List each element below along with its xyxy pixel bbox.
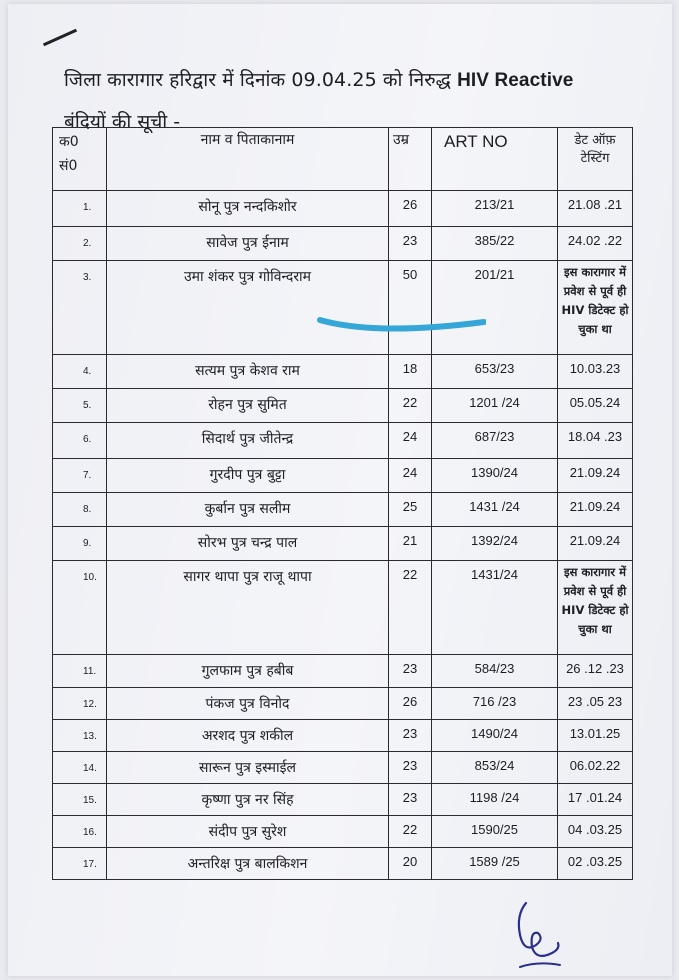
table-row bbox=[53, 848, 633, 880]
art-number-cell: 1198 /24 bbox=[432, 784, 558, 816]
table-row bbox=[53, 784, 633, 816]
art-number-cell: 1589 /25 bbox=[432, 848, 558, 880]
age-cell: 21 bbox=[389, 527, 432, 561]
serial-number-cell: 1. bbox=[53, 191, 107, 227]
name-cell: सिदार्थ पुत्र जीतेन्द्र bbox=[107, 423, 389, 459]
age-cell: 18 bbox=[389, 355, 432, 389]
name-cell: उमा शंकर पुत्र गोविन्दराम bbox=[107, 261, 389, 355]
table-row bbox=[53, 423, 633, 459]
table-body bbox=[53, 191, 633, 880]
art-number-cell: 1392/24 bbox=[432, 527, 558, 561]
testing-date-cell: 13.01.25 bbox=[558, 720, 633, 752]
age-cell: 23 bbox=[389, 784, 432, 816]
art-number-cell: 1201 /24 bbox=[432, 389, 558, 423]
name-cell: कुर्बान पुत्र सलीम bbox=[107, 493, 389, 527]
header-date-of-testing: डेट ऑफ़ टेस्टिंग bbox=[558, 128, 633, 191]
title-hindi-text: जिला कारागार हरिद्वार में दिनांक 09.04.25 को निरुद्ध bbox=[64, 69, 451, 91]
age-cell: 50 bbox=[389, 261, 432, 355]
age-cell: 23 bbox=[389, 227, 432, 261]
name-cell: रोहन पुत्र सुमित bbox=[107, 389, 389, 423]
table-row bbox=[53, 752, 633, 784]
art-number-cell: 385/22 bbox=[432, 227, 558, 261]
inmate-list-table bbox=[52, 127, 633, 880]
serial-number-cell: 6. bbox=[53, 423, 107, 459]
testing-date-cell: 10.03.23 bbox=[558, 355, 633, 389]
art-number-cell: 653/23 bbox=[432, 355, 558, 389]
art-number-cell: 1490/24 bbox=[432, 720, 558, 752]
art-number-cell: 1390/24 bbox=[432, 459, 558, 493]
table-row bbox=[53, 561, 633, 655]
table-row bbox=[53, 655, 633, 688]
blue-highlighter-stroke-icon bbox=[316, 310, 486, 340]
serial-number-cell: 9. bbox=[53, 527, 107, 561]
document-title-line-2: बंदियों की सूची - bbox=[64, 111, 181, 133]
table-row bbox=[53, 493, 633, 527]
testing-date-cell: 04 .03.25 bbox=[558, 816, 633, 848]
table-row bbox=[53, 688, 633, 720]
handwritten-signature-icon bbox=[508, 895, 568, 975]
testing-note-cell: इस कारागार में प्रवेश से पूर्व ही HIV डिटेक्ट हो चुका था bbox=[558, 261, 633, 355]
serial-number-cell: 2. bbox=[53, 227, 107, 261]
age-cell: 25 bbox=[389, 493, 432, 527]
art-number-cell: 716 /23 bbox=[432, 688, 558, 720]
name-cell: कृष्णा पुत्र नर सिंह bbox=[107, 784, 389, 816]
age-cell: 22 bbox=[389, 389, 432, 423]
art-number-cell: 1431/24 bbox=[432, 561, 558, 655]
age-cell: 24 bbox=[389, 459, 432, 493]
header-age: उम्र bbox=[389, 128, 432, 191]
testing-date-cell: 26 .12 .23 bbox=[558, 655, 633, 688]
serial-number-cell: 16. bbox=[53, 816, 107, 848]
name-cell: पंकज पुत्र विनोद bbox=[107, 688, 389, 720]
name-cell: गुलफाम पुत्र हबीब bbox=[107, 655, 389, 688]
age-cell: 20 bbox=[389, 848, 432, 880]
name-cell: संदीप पुत्र सुरेश bbox=[107, 816, 389, 848]
testing-date-cell: 02 .03.25 bbox=[558, 848, 633, 880]
name-cell: सोरभ पुत्र चन्द्र पाल bbox=[107, 527, 389, 561]
table-row bbox=[53, 261, 633, 355]
testing-date-cell: 17 .01.24 bbox=[558, 784, 633, 816]
name-cell: गुरदीप पुत्र बुट्टा bbox=[107, 459, 389, 493]
table-row bbox=[53, 527, 633, 561]
serial-number-cell: 13. bbox=[53, 720, 107, 752]
age-cell: 23 bbox=[389, 752, 432, 784]
title-english-text: HIV Reactive bbox=[457, 70, 574, 91]
art-number-cell: 584/23 bbox=[432, 655, 558, 688]
header-name: नाम व पिताकानाम bbox=[107, 128, 389, 191]
table-row bbox=[53, 355, 633, 389]
serial-number-cell: 15. bbox=[53, 784, 107, 816]
name-cell: सत्यम पुत्र केशव राम bbox=[107, 355, 389, 389]
age-cell: 24 bbox=[389, 423, 432, 459]
age-cell: 23 bbox=[389, 655, 432, 688]
age-cell: 22 bbox=[389, 816, 432, 848]
testing-date-cell: 23 .05 23 bbox=[558, 688, 633, 720]
testing-date-cell: 06.02.22 bbox=[558, 752, 633, 784]
testing-date-cell: 21.09.24 bbox=[558, 493, 633, 527]
serial-number-cell: 4. bbox=[53, 355, 107, 389]
table-row bbox=[53, 816, 633, 848]
testing-date-cell: 21.09.24 bbox=[558, 527, 633, 561]
serial-number-cell: 8. bbox=[53, 493, 107, 527]
serial-number-cell: 3. bbox=[53, 261, 107, 355]
serial-number-cell: 11. bbox=[53, 655, 107, 688]
document-title-line-1 bbox=[64, 66, 573, 92]
serial-number-cell: 17. bbox=[53, 848, 107, 880]
table-row bbox=[53, 459, 633, 493]
art-number-cell: 687/23 bbox=[432, 423, 558, 459]
name-cell: सागर थापा पुत्र राजू थापा bbox=[107, 561, 389, 655]
serial-number-cell: 12. bbox=[53, 688, 107, 720]
table-header-row bbox=[53, 128, 633, 191]
art-number-cell: 201/21 bbox=[432, 261, 558, 355]
table-row bbox=[53, 720, 633, 752]
name-cell: सावेज पुत्र ईनाम bbox=[107, 227, 389, 261]
testing-date-cell: 24.02 .22 bbox=[558, 227, 633, 261]
age-cell: 22 bbox=[389, 561, 432, 655]
table-row bbox=[53, 389, 633, 423]
name-cell: सोनू पुत्र नन्दकिशोर bbox=[107, 191, 389, 227]
art-number-cell: 1431 /24 bbox=[432, 493, 558, 527]
testing-date-cell: 05.05.24 bbox=[558, 389, 633, 423]
art-number-cell: 853/24 bbox=[432, 752, 558, 784]
testing-note-cell: इस कारागार में प्रवेश से पूर्व ही HIV डिटेक्ट हो चुका था bbox=[558, 561, 633, 655]
name-cell: अरशद पुत्र शकील bbox=[107, 720, 389, 752]
serial-number-cell: 14. bbox=[53, 752, 107, 784]
header-serial-line-2: सं0 bbox=[59, 158, 78, 174]
table-row bbox=[53, 191, 633, 227]
name-cell: अन्तरिक्ष पुत्र बालकिशन bbox=[107, 848, 389, 880]
header-serial-number bbox=[53, 128, 107, 191]
age-cell: 23 bbox=[389, 720, 432, 752]
serial-number-cell: 5. bbox=[53, 389, 107, 423]
art-number-cell: 213/21 bbox=[432, 191, 558, 227]
testing-date-cell: 21.08 .21 bbox=[558, 191, 633, 227]
header-serial-line-1: क0 bbox=[59, 134, 79, 150]
testing-date-cell: 21.09.24 bbox=[558, 459, 633, 493]
art-number-cell: 1590/25 bbox=[432, 816, 558, 848]
header-art-number: ART NO bbox=[432, 128, 558, 191]
pen-dash-mark bbox=[43, 29, 77, 46]
age-cell: 26 bbox=[389, 688, 432, 720]
serial-number-cell: 7. bbox=[53, 459, 107, 493]
serial-number-cell: 10. bbox=[53, 561, 107, 655]
name-cell: सारून पुत्र इस्माईल bbox=[107, 752, 389, 784]
testing-date-cell: 18.04 .23 bbox=[558, 423, 633, 459]
table-row bbox=[53, 227, 633, 261]
age-cell: 26 bbox=[389, 191, 432, 227]
